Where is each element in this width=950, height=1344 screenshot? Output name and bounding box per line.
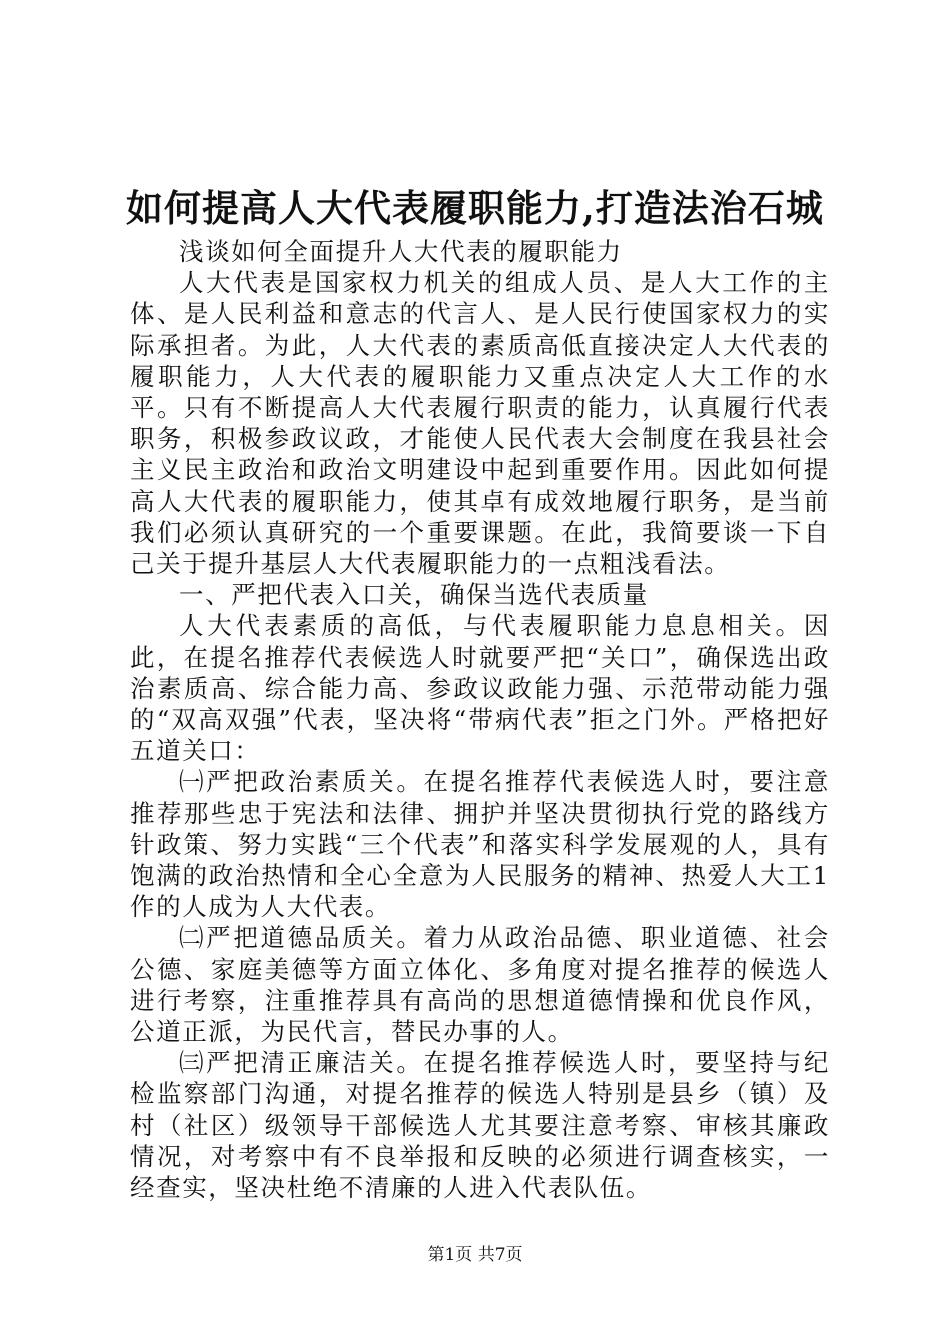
page-number-footer: 第1页 共7页 bbox=[427, 1245, 523, 1265]
item-paragraph-2: ㈡严把道德品质关。着力从政治品德、职业道德、社会公德、家庭美德等方面立体化、多角度对提名推荐的候选人进行考察，注重推荐具有高尚的思想道德情操和优良作风，公道正派，为民代言，替民办事的人。 bbox=[130, 923, 830, 1047]
section-heading: 一、严把代表入口关，确保当选代表质量 bbox=[179, 580, 649, 610]
intro-paragraph: 人大代表是国家权力机关的组成人员、是人大工作的主体、是人民利益和意志的代言人、是人民行使国家权力的实际承担者。为此，人大代表的素质高低直接决定人大代表的履职能力，人大代表的履职能力又重点决定人大工作的水平。只有不断提高人大代表履行职责的能力，认真履行代表职务，积极参政议政，才能使人民代表大会制度在我县社会主义民主政治和政治文明建设中起到重要作用。因此如何提高人大代表的履职能力，使其卓有成效地履行职务，是当前我们必须认真研究的一个重要课题。在此，我简要谈一下自己关于提升基层人大代表履职能力的一点粗浅看法。 bbox=[130, 268, 830, 579]
section-paragraph: 人大代表素质的高低，与代表履职能力息息相关。因此，在提名推荐代表候选人时就要严把“关口”，确保选出政治素质高、综合能力高、参政议政能力强、示范带动能力强的“双高双强”代表，坚决将“带病代表”拒之门外。严格把好五道关口： bbox=[130, 611, 830, 766]
subtitle-paragraph: 浅谈如何全面提升人大代表的履职能力 bbox=[179, 237, 623, 266]
item-paragraph-3: ㈢严把清正廉洁关。在提名推荐候选人时，要坚持与纪检监察部门沟通，对提名推荐的候选人特别是县乡（镇）及村（社区）级领导干部候选人尤其要注意考察、审核其廉政情况，对考察中有不良举报和反映的必须进行调查核实，一经查实，坚决杜绝不清廉的人进入代表队伍。 bbox=[130, 1048, 830, 1203]
item-paragraph-1: ㈠严把政治素质关。在提名推荐代表候选人时，要注意推荐那些忠于宪法和法律、拥护并坚决贯彻执行党的路线方针政策、努力实践“三个代表”和落实科学发展观的人，具有饱满的政治热情和全心全意为人民服务的精神、热爱人大工1作的人成为人大代表。 bbox=[130, 767, 830, 922]
document-body bbox=[130, 236, 830, 1203]
document-title: 如何提高人大代表履职能力,打造法治石城 bbox=[126, 186, 824, 230]
